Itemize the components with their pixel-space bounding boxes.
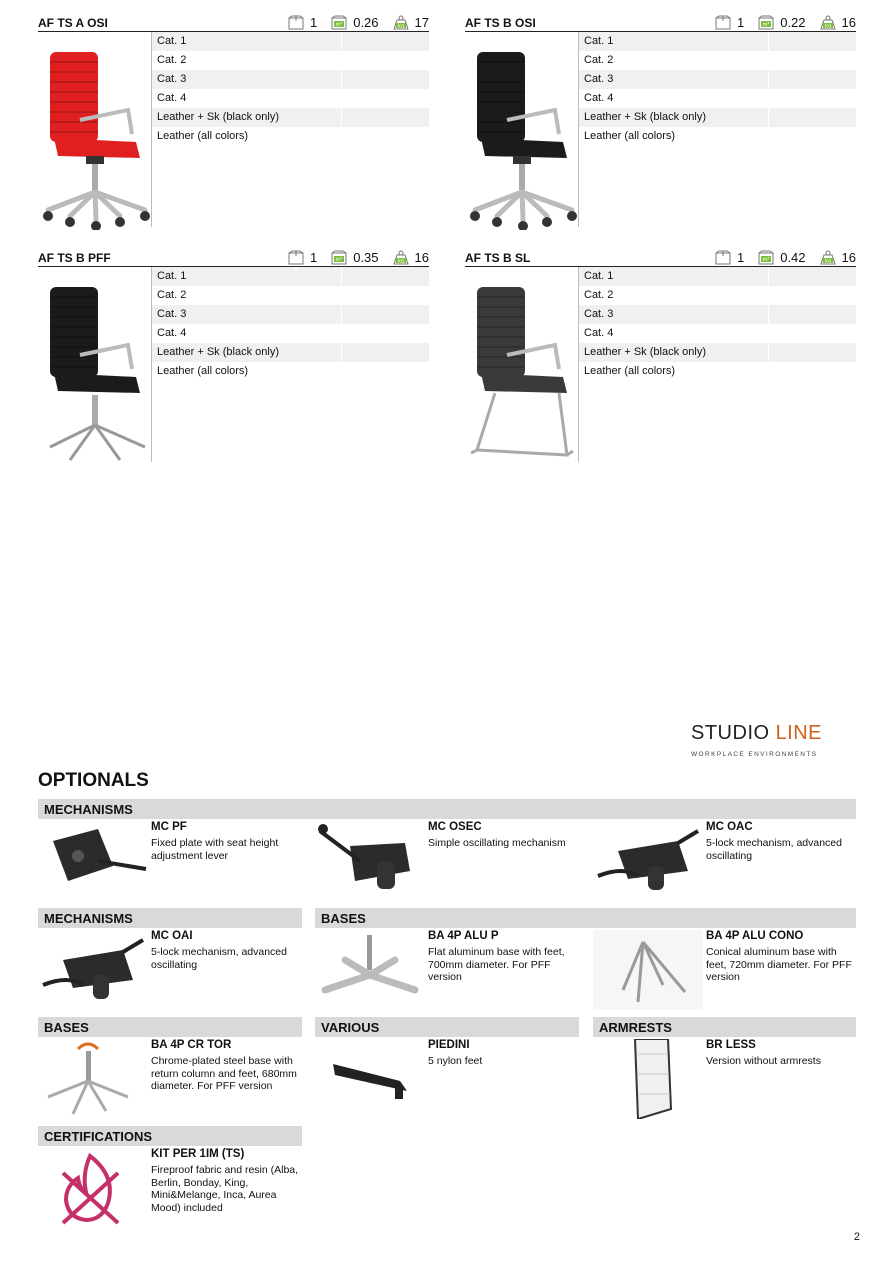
svg-text:kg: kg <box>397 258 404 265</box>
oscillating-mechanism-icon <box>315 821 425 906</box>
price-row-value <box>342 324 429 343</box>
optional-item <box>315 1039 575 1129</box>
price-row-label: Cat. 4 <box>579 324 769 343</box>
section-mechanisms-2: MECHANISMS <box>38 908 302 928</box>
volume-icon <box>758 15 774 30</box>
price-row <box>579 286 856 305</box>
price-row-value <box>342 70 429 89</box>
price-row-value <box>342 51 429 70</box>
studioline-logo <box>691 720 821 758</box>
optional-item <box>593 1039 853 1129</box>
weight-icon <box>393 250 409 265</box>
weight-icon <box>820 15 836 30</box>
product-header <box>465 251 856 267</box>
package-qty: 1 <box>309 250 318 265</box>
optional-description: Simple oscillating mechanism <box>428 837 566 849</box>
price-row <box>579 32 856 51</box>
optional-item <box>38 1039 298 1129</box>
price-row-label: Cat. 1 <box>152 267 342 286</box>
price-row <box>152 32 429 51</box>
optional-description: 5 nylon feet <box>428 1055 483 1067</box>
price-row <box>579 362 856 381</box>
price-row-label: Cat. 2 <box>579 286 769 305</box>
price-row-label: Cat. 2 <box>152 51 342 70</box>
price-row-value <box>342 286 429 305</box>
logo-line: LINE <box>775 721 823 744</box>
price-row <box>579 343 856 362</box>
product-block <box>38 16 429 227</box>
optional-item <box>315 930 575 1020</box>
conical-base-icon <box>593 930 703 1015</box>
nylon-foot-icon <box>315 1039 425 1124</box>
price-row <box>579 108 856 127</box>
section-mechanisms: MECHANISMS <box>38 799 856 819</box>
optional-description: Conical aluminum base with feet, 720mm diameter. For PFF version <box>706 946 852 983</box>
volume-icon <box>331 250 347 265</box>
price-table <box>579 32 856 227</box>
price-row-value <box>769 89 856 108</box>
optionals-title: OPTIONALS <box>38 770 149 791</box>
package-weight: 16 <box>841 15 856 30</box>
optional-item <box>38 930 298 1020</box>
optional-code: MC OAC <box>706 821 753 833</box>
svg-text:m³: m³ <box>335 22 343 28</box>
price-row-value <box>342 32 429 51</box>
optional-description: 5-lock mechanism, advanced oscillating <box>151 946 287 971</box>
product-block <box>465 251 856 462</box>
optional-description: Chrome-plated steel base with return column and feet, 680mm diameter. For PFF version <box>151 1055 297 1092</box>
price-row-value <box>342 127 429 146</box>
product-code: AF TS B PFF <box>38 250 111 265</box>
price-row-value <box>769 267 856 286</box>
svg-text:m³: m³ <box>762 257 770 263</box>
price-row-value <box>769 362 856 381</box>
optional-description: Flat aluminum base with feet, 700mm diameter. For PFF version <box>428 946 565 983</box>
price-row-label: Cat. 3 <box>579 70 769 89</box>
optional-code: BA 4P ALU P <box>428 930 499 942</box>
volume-icon <box>758 250 774 265</box>
price-row-label: Cat. 1 <box>579 32 769 51</box>
package-volume: 0.42 <box>780 250 806 265</box>
svg-text:m³: m³ <box>762 22 770 28</box>
package-icon <box>288 250 304 265</box>
price-row-value <box>342 108 429 127</box>
price-row-label: Cat. 4 <box>152 89 342 108</box>
price-row-value <box>769 51 856 70</box>
price-row-label: Leather + Sk (black only) <box>579 108 769 127</box>
product-block <box>38 251 429 462</box>
logo-studio: STUDIO <box>691 721 770 744</box>
optional-description: Fireproof fabric and resin (Alba, Berlin, Bonday, King, Mini&Melange, Inca, Aurea Mood) included <box>151 1164 299 1214</box>
section-armrests: ARMRESTS <box>593 1017 856 1037</box>
price-row <box>152 89 429 108</box>
package-weight: 16 <box>414 250 429 265</box>
page-number: 2 <box>853 1231 860 1243</box>
price-row-label: Cat. 3 <box>152 305 342 324</box>
price-row <box>152 108 429 127</box>
price-row-value <box>769 127 856 146</box>
price-row-label: Cat. 2 <box>579 51 769 70</box>
price-row-label: Cat. 1 <box>152 32 342 51</box>
price-row-label: Leather (all colors) <box>152 127 342 146</box>
price-row <box>579 305 856 324</box>
price-table <box>152 32 429 227</box>
price-row-value <box>769 305 856 324</box>
price-row <box>579 267 856 286</box>
optional-item <box>38 1148 298 1238</box>
package-weight: 16 <box>841 250 856 265</box>
price-row-label: Leather + Sk (black only) <box>152 108 342 127</box>
price-row-value <box>342 89 429 108</box>
optional-code: BR LESS <box>706 1039 756 1051</box>
weight-icon <box>393 15 409 30</box>
price-row <box>579 89 856 108</box>
volume-icon <box>331 15 347 30</box>
price-row-label: Cat. 4 <box>152 324 342 343</box>
price-row <box>152 362 429 381</box>
chair-image <box>465 267 579 462</box>
section-various: VARIOUS <box>315 1017 579 1037</box>
optional-code: PIEDINI <box>428 1039 470 1051</box>
package-icon <box>715 250 731 265</box>
section-certifications: CERTIFICATIONS <box>38 1126 302 1146</box>
product-header <box>465 16 856 32</box>
price-row-value <box>769 70 856 89</box>
optional-description: Version without armrests <box>706 1055 821 1067</box>
product-header <box>38 16 429 32</box>
optional-code: MC PF <box>151 821 187 833</box>
optional-item <box>593 821 853 911</box>
product-header <box>38 251 429 267</box>
svg-text:kg: kg <box>397 23 404 30</box>
optional-item <box>38 821 298 911</box>
package-volume: 0.35 <box>353 250 379 265</box>
price-row-value <box>769 324 856 343</box>
price-row-label: Leather (all colors) <box>152 362 342 381</box>
flat-base-icon <box>315 930 425 1015</box>
section-bases-2: BASES <box>38 1017 302 1037</box>
optional-description: 5-lock mechanism, advanced oscillating <box>706 837 842 862</box>
price-row-label: Leather + Sk (black only) <box>152 343 342 362</box>
package-qty: 1 <box>309 15 318 30</box>
price-row-value <box>342 343 429 362</box>
price-row <box>152 51 429 70</box>
price-row <box>579 51 856 70</box>
optional-code: BA 4P ALU CONO <box>706 930 804 942</box>
package-qty: 1 <box>736 15 745 30</box>
price-row-label: Cat. 3 <box>579 305 769 324</box>
package-volume: 0.26 <box>353 15 379 30</box>
product-code: AF TS B SL <box>465 250 531 265</box>
product-code: AF TS A OSI <box>38 15 108 30</box>
chair-image <box>465 32 579 227</box>
svg-text:m³: m³ <box>335 257 343 263</box>
price-row <box>152 70 429 89</box>
svg-text:kg: kg <box>824 23 831 30</box>
price-row-value <box>769 343 856 362</box>
price-row-value <box>342 305 429 324</box>
optional-item <box>593 930 853 1020</box>
chair-image <box>38 267 152 462</box>
price-row <box>579 127 856 146</box>
price-row <box>152 305 429 324</box>
optional-code: BA 4P CR TOR <box>151 1039 232 1051</box>
optional-code: MC OSEC <box>428 821 482 833</box>
price-row <box>152 324 429 343</box>
price-row-label: Cat. 3 <box>152 70 342 89</box>
price-row <box>152 127 429 146</box>
optional-code: KIT PER 1IM (TS) <box>151 1148 245 1160</box>
price-row-label: Leather (all colors) <box>579 127 769 146</box>
price-row-label: Cat. 1 <box>579 267 769 286</box>
package-qty: 1 <box>736 250 745 265</box>
fireproof-icon <box>38 1148 148 1233</box>
armless-chair-icon <box>593 1039 703 1124</box>
price-row-label: Cat. 2 <box>152 286 342 305</box>
plate-mechanism-icon <box>38 821 148 906</box>
price-row <box>152 267 429 286</box>
price-row-value <box>342 362 429 381</box>
price-row <box>579 70 856 89</box>
price-row-value <box>342 267 429 286</box>
package-volume: 0.22 <box>780 15 806 30</box>
price-table <box>579 267 856 462</box>
chair-image <box>38 32 152 227</box>
product-block <box>465 16 856 227</box>
swivel-base-icon <box>38 1039 148 1124</box>
package-icon <box>715 15 731 30</box>
optional-description: Fixed plate with seat height adjustment lever <box>151 837 279 862</box>
price-row <box>152 286 429 305</box>
price-row-value <box>769 108 856 127</box>
price-row-value <box>769 32 856 51</box>
logo-tagline: WORKPLACE ENVIRONMENTS <box>691 751 818 758</box>
optional-item <box>315 821 575 911</box>
package-icon <box>288 15 304 30</box>
price-row-label: Leather + Sk (black only) <box>579 343 769 362</box>
price-row-label: Cat. 4 <box>579 89 769 108</box>
price-table <box>152 267 429 462</box>
price-row-label: Leather (all colors) <box>579 362 769 381</box>
optional-code: MC OAI <box>151 930 193 942</box>
package-weight: 17 <box>414 15 429 30</box>
svg-text:kg: kg <box>824 258 831 265</box>
lock-mechanism-icon <box>38 930 148 1015</box>
product-code: AF TS B OSI <box>465 15 536 30</box>
price-row <box>152 343 429 362</box>
lock-mechanism-icon <box>593 821 703 906</box>
price-row-value <box>769 286 856 305</box>
section-bases: BASES <box>315 908 856 928</box>
weight-icon <box>820 250 836 265</box>
price-row <box>579 324 856 343</box>
